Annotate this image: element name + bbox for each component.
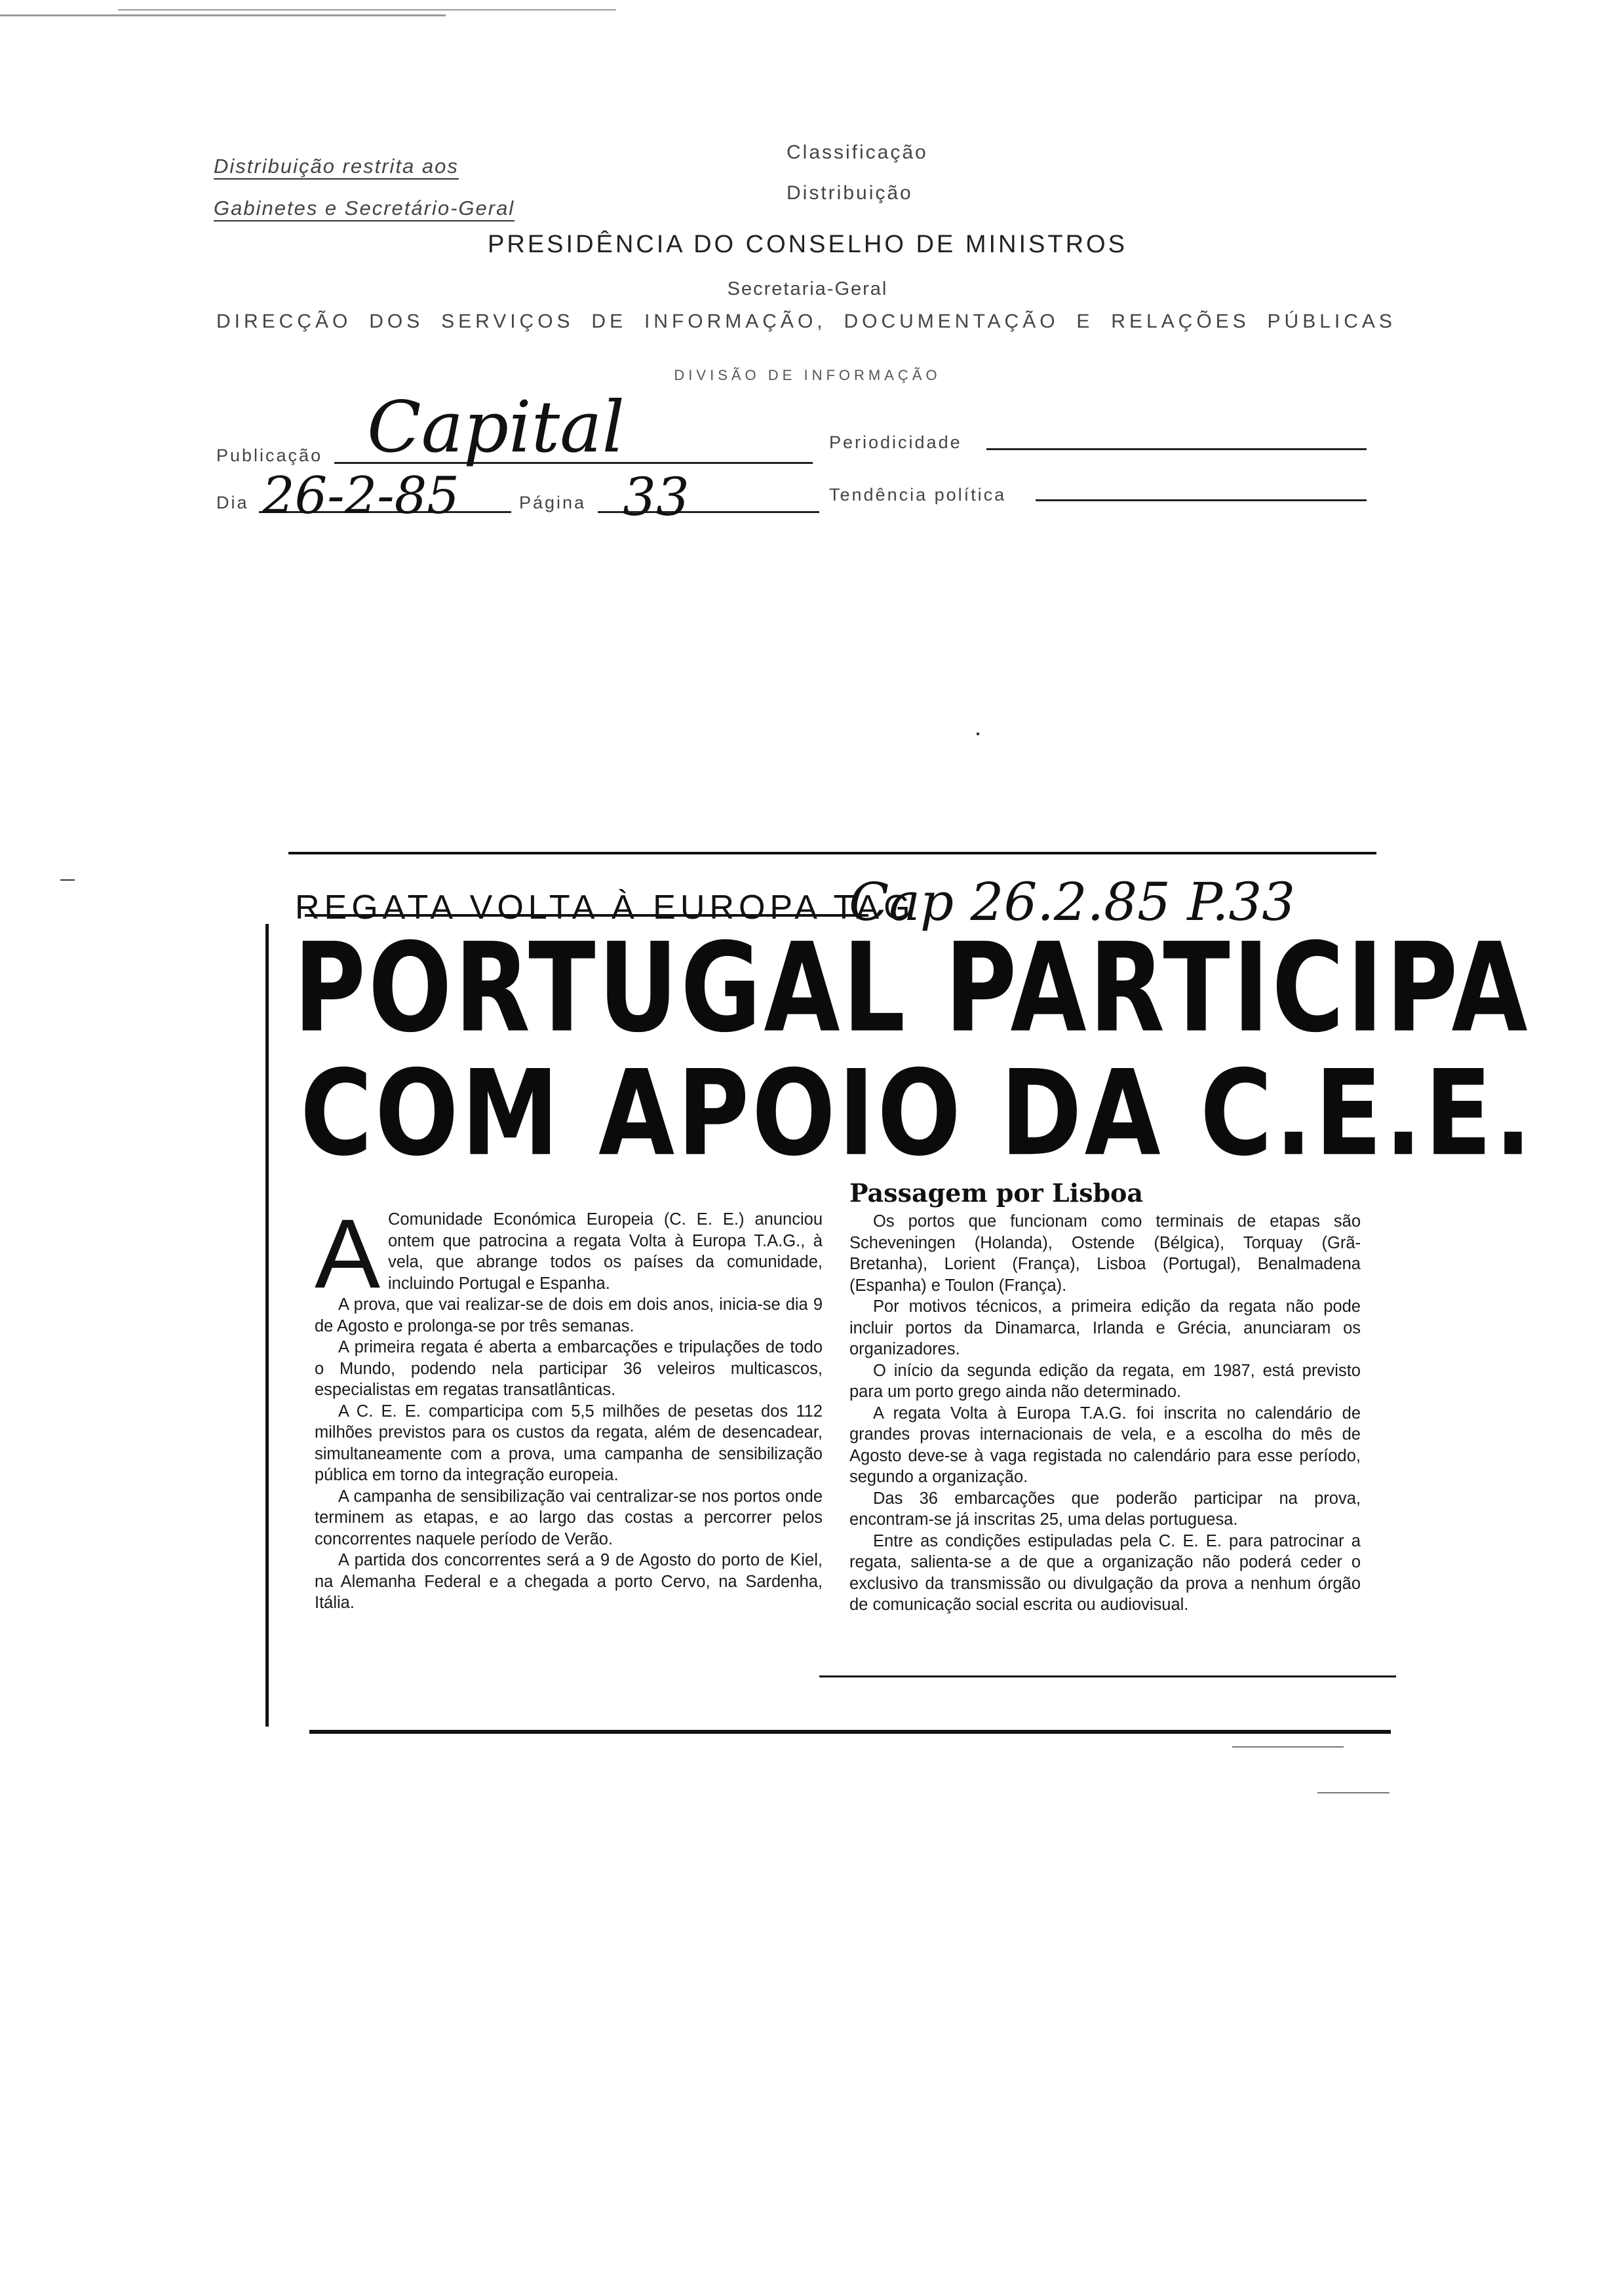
secretariat-title: Secretaria-Geral [727, 278, 888, 299]
right-column [849, 1211, 1361, 1616]
top-rule [0, 14, 446, 16]
paragraph: Por motivos técnicos, a primeira edição da regata não pode incluir portos da Dinamarca, Irlanda e Grécia, anunciaram os organizadores. [849, 1297, 1361, 1358]
paragraph: Das 36 embarcações que poderão participar na prova, encontram-se já inscritas 25, uma delas portuguesa. [849, 1489, 1361, 1529]
directorate-word: RELAÇÕES [1111, 311, 1250, 332]
directorate-title [216, 311, 1396, 333]
directorate-word: E [1076, 311, 1094, 332]
paragraph: Os portos que funcionam como terminais de etapas são Scheveningen (Holanda), Ostende (Bélgica), Torquay (Grã-Bretanha), Lorient (França), Lisboa (Portugal), Benalmadena (Espanha) e Toulon (França). [849, 1212, 1361, 1295]
clipping-bottom-rule [309, 1730, 1391, 1734]
paragraph: Entre as condições estipuladas pela C. E. E. para patrocinar a regata, salienta-se a de que a organização não poderá ceder o exclusivo da transmissão ou divulgação da prova a nenhum órgão de comunicação social escrita ou audiovisual. [849, 1531, 1361, 1614]
paragraph: Comunidade Económica Europeia (C. E. E.) anunciou ontem que patrocina a regata Volta à Europa T.A.G., à vela, que abrange todos os países da comunidade, incluindo Portugal e Espanha. [388, 1210, 823, 1293]
paragraph: A C. E. E. comparticipa com 5,5 milhões de pesetas dos 112 milhões previstos para os custos da regata, além de desencadear, simultaneamente com a prova, uma campanha de sensibilização pública em torno da integração europeia. [315, 1402, 823, 1484]
classification-label: Classificação [787, 142, 928, 163]
paragraph: A campanha de sensibilização vai centralizar-se nos portos onde terminem as etapas, e ao largo das costas a percorrer pelos concorrentes naquele período de Verão. [315, 1487, 823, 1548]
page-label: Página [519, 493, 587, 512]
distribution-label: Distribuição [787, 182, 913, 204]
scan-mark [1317, 1792, 1390, 1793]
page-handwritten: 33 [623, 467, 690, 527]
distribution-note-line1: Distribuição restrita aos [214, 155, 459, 180]
presidency-title: PRESIDÊNCIA DO CONSELHO DE MINISTROS [488, 231, 1127, 258]
day-handwritten: 26-2-85 [262, 467, 459, 526]
scan-speck [60, 879, 75, 881]
paragraph: A partida dos concorrentes será a 9 de Agosto do porto de Kiel, na Alemanha Federal e a chegada a porto Cervo, na Sardenha, Itália. [315, 1551, 823, 1612]
article-kicker: REGATA VOLTA À EUROPA TAG [295, 889, 915, 927]
clipping-bottom-rule-right [819, 1675, 1396, 1677]
top-rule-2 [118, 9, 616, 10]
division-title: DIVISÃO DE INFORMAÇÃO [674, 367, 941, 383]
scan-speck [977, 733, 979, 735]
right-subhead: Passagem por Lisboa [849, 1178, 1144, 1208]
publication-label: Publicação [216, 446, 323, 465]
paragraph: O início da segunda edição da regata, em 1987, está previsto para um porto grego ainda não determinado. [849, 1361, 1361, 1401]
drop-cap: A [315, 1198, 381, 1309]
day-label: Dia [216, 493, 249, 512]
paragraph: A primeira regata é aberta a embarcações e tripulações de todo o Mundo, podendo nela participar 36 veleiros multicascos, especialistas em regatas transatlânticas. [315, 1338, 823, 1399]
directorate-word: DOS [369, 311, 424, 332]
paragraph: A regata Volta à Europa T.A.G. foi inscrita no calendário de grandes provas internacionais de vela, e a escolha do mês de Agosto deve-se à vaga registada no calendário para esse período, segundo a organização. [849, 1404, 1361, 1486]
directorate-word: SERVIÇOS [441, 311, 574, 332]
clipping-left-edge [265, 924, 269, 1727]
directorate-word: DE [591, 311, 627, 332]
directorate-word: INFORMAÇÃO, [644, 311, 827, 332]
political-tendency-label: Tendência política [829, 485, 1007, 505]
paragraph: A prova, que vai realizar-se de dois em dois anos, inicia-se dia 9 de Agosto e prolonga-se por três semanas. [315, 1295, 823, 1335]
publication-handwritten: Capital [367, 387, 625, 469]
clipping-top-rule [288, 852, 1376, 854]
headline-line2: COM APOIO DA C.E.E. [300, 1045, 1534, 1183]
political-tendency-line [1036, 499, 1367, 501]
directorate-word: PÚBLICAS [1267, 311, 1396, 332]
scan-mark [1232, 1746, 1344, 1748]
periodicity-label: Periodicidade [829, 432, 962, 452]
periodicity-line [986, 448, 1367, 450]
left-column [315, 1209, 823, 1614]
clipping-handwritten-note: Cap 26.2.85 P.33 [849, 871, 1296, 932]
headline-line1: PORTUGAL PARTICIPA [294, 917, 1530, 1060]
directorate-word: DOCUMENTAÇÃO [844, 311, 1059, 332]
directorate-word: DIRECÇÃO [216, 311, 352, 332]
distribution-note-line2: Gabinetes e Secretário-Geral [214, 197, 515, 221]
